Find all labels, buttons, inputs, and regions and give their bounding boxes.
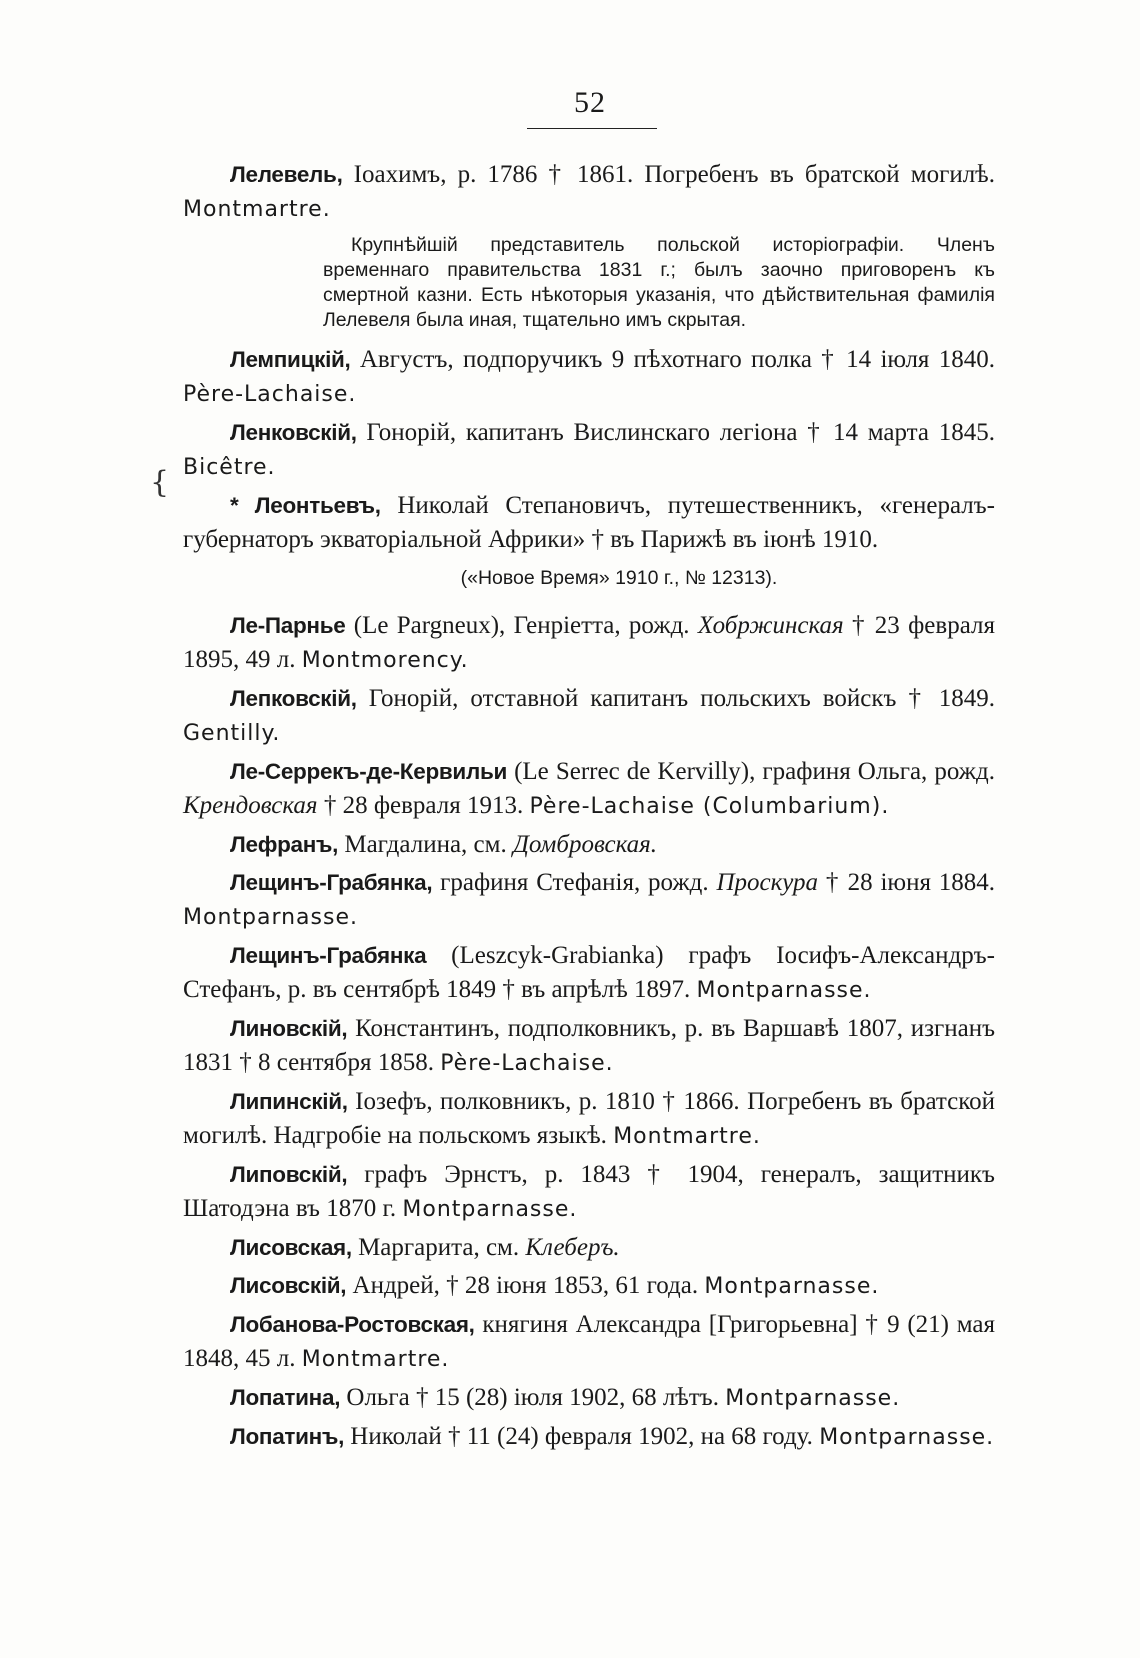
entry-burial-place: Montmorency. [301, 648, 469, 673]
entry [183, 866, 995, 935]
entry [183, 1158, 995, 1227]
entry-name: * Леонтьевъ, [230, 493, 381, 518]
entry [183, 1231, 995, 1265]
entry [183, 1085, 995, 1154]
entry-text: Константинъ, подполковникъ, р. въ Варшавѣ 1807, изгнанъ 1831 † 8 сентября 1858. [183, 1015, 995, 1076]
entry-note: Крупнѣйшій представитель польской исторіографіи. Членъ временнаго правительства 1831 г.; былъ заочно приговоренъ къ смертной казни. Есть нѣкоторыя указанія, что дѣйствительная фамилія Лелевеля была иная, тщательно имъ скрытая. [323, 234, 995, 331]
entry-name: Лопатинъ, [230, 1424, 345, 1449]
entry-name: Лепковскій, [230, 686, 357, 711]
entry-burial-place: Montmartre. [183, 197, 331, 222]
header-rule [527, 128, 657, 129]
entry-text: Гонорій, капитанъ Вислинскаго легіона † 14 марта 1845. [356, 419, 995, 446]
entry [183, 343, 995, 412]
entry-name: Липовскій, [230, 1162, 348, 1187]
entries-list [183, 158, 995, 1459]
entry-name: Ленковскій, [230, 420, 357, 445]
entry-text: Андрей, † 28 іюня 1853, 61 года. [346, 1272, 705, 1299]
entry-burial-place: Montmartre. [301, 1347, 450, 1372]
entry-name: Лопатина, [230, 1385, 341, 1410]
entry-maiden-name: Крендовская [183, 792, 318, 819]
entry [183, 1381, 995, 1416]
entry-text-continued: † 28 февраля 1913. [317, 792, 530, 819]
entry-name: Лисовскій, [230, 1273, 347, 1298]
entry-text: Маргарита, см. [351, 1234, 526, 1261]
entry-burial-place: Montparnasse. [725, 1386, 901, 1411]
entry-name: Лисовская, [230, 1235, 352, 1260]
entry-text: княгиня Александра [Григорьевна] † 9 (21) мая 1848, 45 л. [183, 1311, 995, 1372]
entry [183, 416, 995, 485]
entry-burial-place: Montmartre. [613, 1124, 761, 1149]
entry [183, 1012, 995, 1081]
entry-burial-place: Montparnasse. [704, 1274, 880, 1299]
entry-name: Ле-Серрекъ-де-Кервильи [230, 759, 508, 784]
entry-text: (Le Serrec de Kervilly), графиня Ольга, рожд. [507, 758, 995, 785]
entry-burial-place: Montparnasse. [183, 905, 358, 930]
entry-text: Николай Степановичъ, путешественникъ, «генералъ-губернаторъ экваторіальной Африки» † въ Парижѣ въ іюнѣ 1910. [183, 492, 995, 553]
entry-name: Лещинъ-Грабянка [230, 943, 427, 968]
entry-name: Лемпицкій, [230, 347, 351, 372]
entry-maiden-name: Домбровская. [512, 831, 658, 858]
entry-text: Іоахимъ, р. 1786 † 1861. Погребенъ въ братской могилѣ. [342, 161, 995, 188]
entry-text: графиня Стефанія, рожд. [432, 869, 717, 896]
entry-text: Ольга † 15 (28) іюля 1902, 68 лѣтъ. [340, 1384, 726, 1411]
entry [183, 682, 995, 751]
entry-text: Іозефъ, полковникъ, р. 1810 † 1866. Погребенъ въ братской могилѣ. Надгробіе на польскомъ языкѣ. [183, 1088, 995, 1149]
entry-burial-place: Montparnasse. [696, 978, 872, 1003]
entry-maiden-name: Проскура [716, 869, 819, 896]
entry-maiden-name: Хобржинская [697, 612, 844, 639]
entry-name: Линовскій, [230, 1016, 348, 1041]
entry [183, 1269, 995, 1304]
margin-mark: { [150, 465, 170, 500]
entry [183, 1308, 995, 1377]
entry-name: Лелевель, [230, 162, 343, 187]
entry-text: Николай † 11 (24) февраля 1902, на 68 году. [344, 1423, 820, 1450]
entry-citation: («Новое Время» 1910 г., № 12313). [460, 567, 778, 589]
entry-burial-place: Père-Lachaise (Columbarium). [529, 794, 890, 819]
entry-burial-place: Père-Lachaise. [440, 1051, 614, 1076]
entry-text-continued: † 23 февраля 1895, 49 л. [183, 612, 995, 673]
page-number: 52 [574, 86, 606, 119]
entry-name: Лобанова-Ростовская, [230, 1312, 475, 1337]
entry [183, 939, 995, 1008]
entry-name: Лещинъ-Грабянка, [230, 870, 433, 895]
entry-burial-place: Montparnasse. [402, 1197, 578, 1222]
entry-text: Августъ, подпоручикъ 9 пѣхотнаго полка † 14 іюля 1840. [350, 346, 995, 373]
entry-name: Лефранъ, [230, 832, 339, 857]
entry-name: Липинскій, [230, 1089, 348, 1114]
entry [183, 828, 995, 862]
entry [183, 1420, 995, 1455]
entry-burial-place: Montparnasse. [819, 1425, 995, 1450]
entry-text: (Leszcyk-Grabianka) графъ Іосифъ-Александръ-Стефанъ, р. въ сентябрѣ 1849 † въ апрѣлѣ 1897. [183, 942, 995, 1003]
entry-text-continued: † 28 іюня 1884. [818, 869, 995, 896]
entry [183, 489, 995, 557]
entry [183, 755, 995, 824]
entry-burial-place: Bicêtre. [183, 455, 276, 480]
entry-burial-place: Gentilly. [183, 721, 281, 746]
entry-name: Ле-Парнье [230, 613, 346, 638]
entry-text: Магдалина, см. [338, 831, 513, 858]
entry-text: Гонорій, отставной капитанъ польскихъ войскъ † 1849. [356, 685, 995, 712]
entry-burial-place: Père-Lachaise. [183, 382, 357, 407]
entry [183, 609, 995, 678]
entry-text: (Le Pargneux), Генріетта, рожд. [345, 612, 698, 639]
entry-maiden-name: Клеберъ. [525, 1234, 620, 1261]
entry-text: графъ Эрнстъ, р. 1843 † 1904, генералъ, защитникъ Шатодэна въ 1870 г. [183, 1161, 995, 1222]
entry [183, 158, 995, 227]
